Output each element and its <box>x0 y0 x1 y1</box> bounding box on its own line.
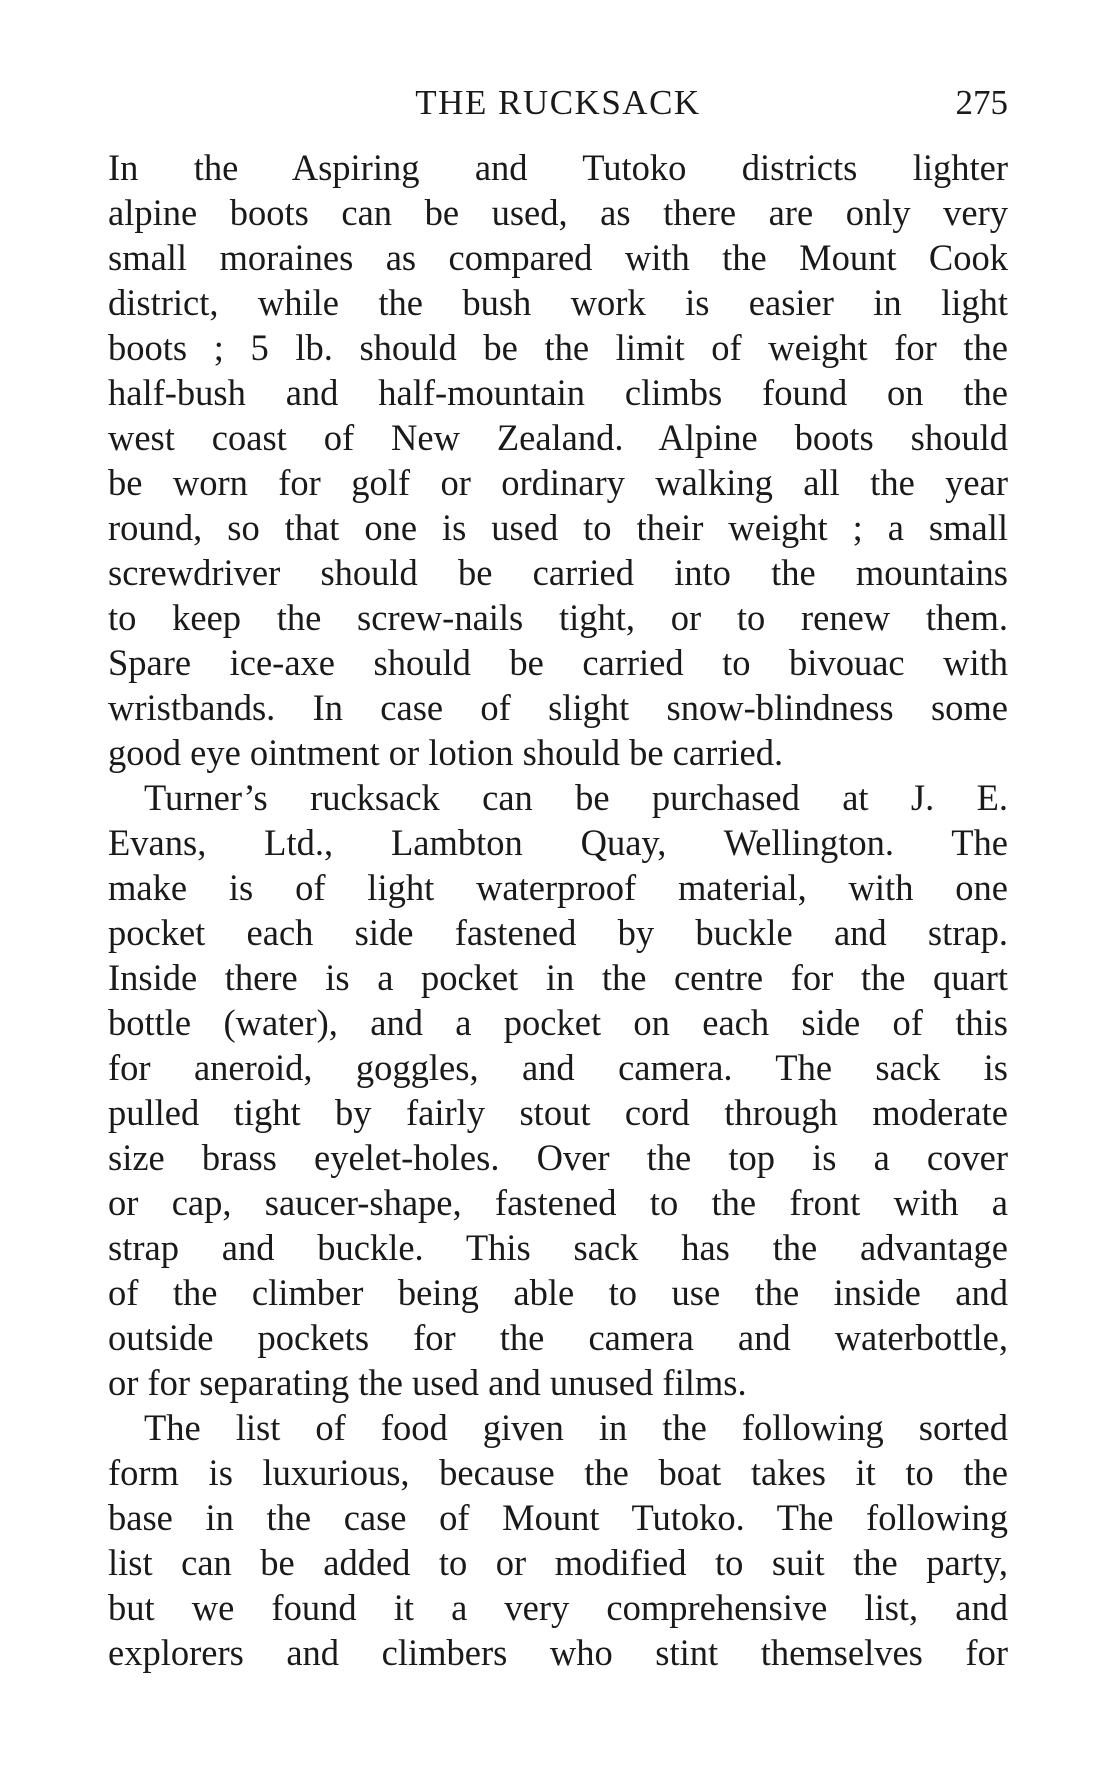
text-line: wristbands. In case of slight snow-blindness some <box>108 687 1008 728</box>
text-line: half-bush and half-mountain climbs found on the <box>108 372 1008 413</box>
text-line: but we found it a very comprehensive list, and <box>108 1587 1008 1628</box>
text-line: outside pockets for the camera and waterbottle, <box>108 1317 1008 1358</box>
text-line: Evans, Ltd., Lambton Quay, Wellington. The <box>108 822 1008 863</box>
text-line: alpine boots can be used, as there are only very <box>108 192 1008 233</box>
text-line: district, while the bush work is easier in light <box>108 282 1008 323</box>
text-line: for aneroid, goggles, and camera. The sack is <box>108 1047 1008 1088</box>
text-line: Inside there is a pocket in the centre for the quart <box>108 957 1008 998</box>
paragraph-rucksack <box>108 775 1008 1405</box>
text-line: boots ; 5 lb. should be the limit of weight for the <box>108 327 1008 368</box>
page-number: 275 <box>955 83 1008 122</box>
text-line: Spare ice-axe should be carried to bivouac with <box>108 642 1008 683</box>
text-line: to keep the screw-nails tight, or to renew them. <box>108 597 1008 638</box>
text-line: small moraines as compared with the Mount Cook <box>108 237 1008 278</box>
text-line: Turner’s rucksack can be purchased at J. E. <box>144 777 1008 818</box>
text-line: west coast of New Zealand. Alpine boots should <box>108 417 1008 458</box>
running-title: THE RUCKSACK <box>415 83 701 122</box>
text-line: of the climber being able to use the inside and <box>108 1272 1008 1313</box>
text-line: make is of light waterproof material, with one <box>108 867 1008 908</box>
text-line: screwdriver should be carried into the mountains <box>108 552 1008 593</box>
text-line: strap and buckle. This sack has the advantage <box>108 1227 1008 1268</box>
text-line: base in the case of Mount Tutoko. The following <box>108 1497 1008 1538</box>
text-line: good eye ointment or lotion should be carried. <box>108 732 784 773</box>
text-line: round, so that one is used to their weight ; a small <box>108 507 1008 548</box>
text-line: list can be added to or modified to suit the party, <box>108 1542 1008 1583</box>
paragraph-food-list <box>108 1405 1008 1675</box>
text-line: In the Aspiring and Tutoko districts lighter <box>108 147 1008 188</box>
text-line: explorers and climbers who stint themselves for <box>108 1632 1008 1673</box>
body-text <box>108 145 1008 1675</box>
text-line: form is luxurious, because the boat takes it to the <box>108 1452 1008 1493</box>
text-line: The list of food given in the following sorted <box>144 1407 1008 1448</box>
running-head <box>108 78 1008 128</box>
paragraph-boots <box>108 145 1008 775</box>
text-line: bottle (water), and a pocket on each side of this <box>108 1002 1008 1043</box>
text-line: be worn for golf or ordinary walking all the year <box>108 462 1008 503</box>
text-line: pulled tight by fairly stout cord through moderate <box>108 1092 1008 1133</box>
text-line: or for separating the used and unused films. <box>108 1362 747 1403</box>
text-line: pocket each side fastened by buckle and strap. <box>108 912 1008 953</box>
text-line: or cap, saucer-shape, fastened to the front with a <box>108 1182 1008 1223</box>
text-line: size brass eyelet-holes. Over the top is a cover <box>108 1137 1008 1178</box>
